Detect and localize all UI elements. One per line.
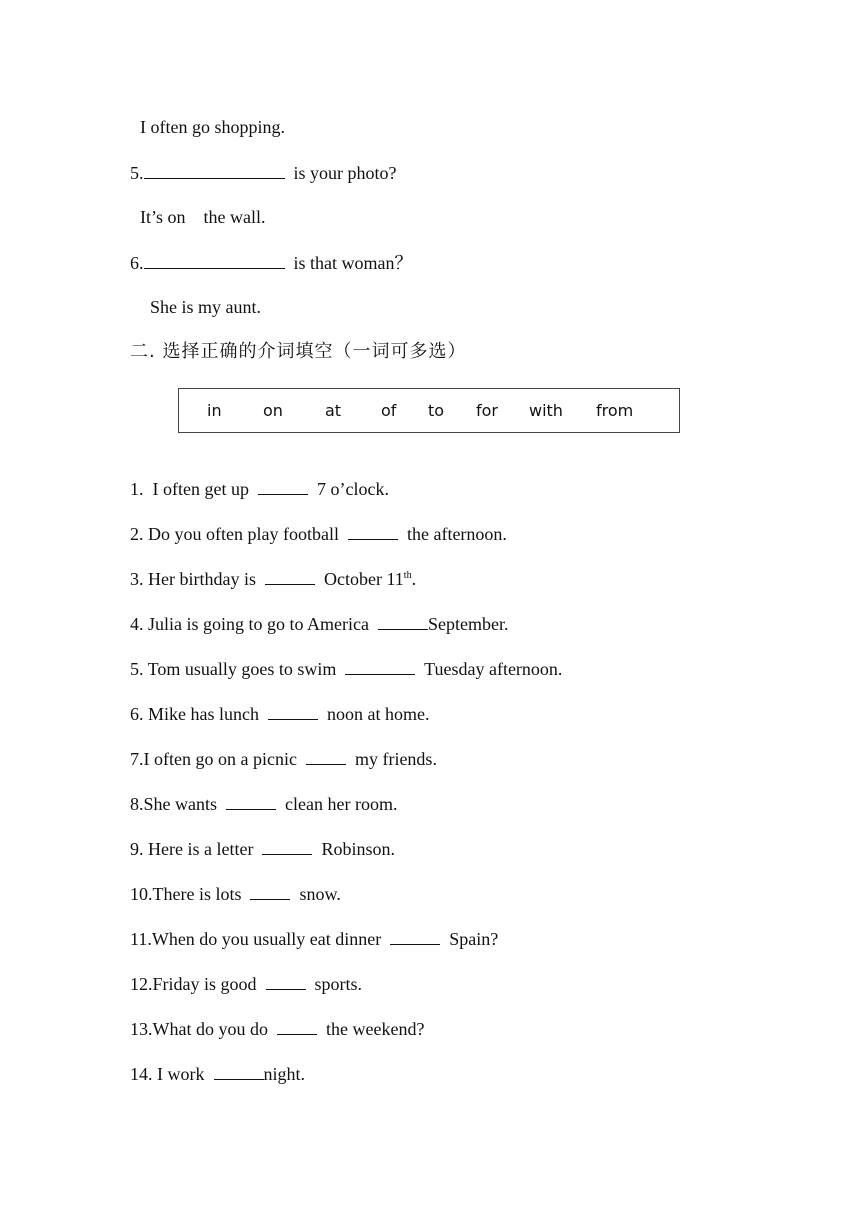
answer-line-4: I often go shopping.: [140, 117, 285, 137]
question-text: the weekend?: [325, 1019, 425, 1039]
question-text: night.: [263, 1064, 306, 1084]
answer-blank[interactable]: [306, 747, 346, 765]
answer-blank[interactable]: [265, 567, 315, 585]
exercise-question-4: [130, 612, 508, 635]
question-text: 9. Here is a letter: [130, 839, 254, 859]
question-text: 14. I work: [130, 1064, 205, 1084]
question-text: 1. I often get up: [130, 479, 249, 499]
question-text: 13.What do you do: [130, 1019, 268, 1039]
exercise-question-10: [130, 882, 341, 905]
word-bank-item: to: [428, 401, 445, 420]
exercise-question-12: [130, 972, 362, 995]
answer-blank[interactable]: [262, 837, 312, 855]
answer-blank[interactable]: [277, 1017, 317, 1035]
question-text: 3. Her birthday is: [130, 569, 256, 589]
ordinal-suffix: th: [403, 570, 412, 581]
question-6: [130, 251, 413, 274]
question-text: my friends.: [354, 749, 437, 769]
question-text: 12.Friday is good: [130, 974, 257, 994]
question-text: Robinson.: [321, 839, 395, 859]
word-bank: [178, 388, 680, 433]
question-text: is that woman？: [293, 253, 413, 273]
question-text: 6. Mike has lunch: [130, 704, 259, 724]
answer-blank[interactable]: [345, 657, 415, 675]
answer-blank[interactable]: [214, 1062, 264, 1080]
answer-blank[interactable]: [266, 972, 306, 990]
exercise-question-9: [130, 837, 395, 860]
exercise-question-13: [130, 1017, 424, 1040]
question-5: [130, 161, 397, 184]
question-text: the afternoon.: [406, 524, 507, 544]
question-text: snow.: [299, 884, 341, 904]
question-text: clean her room.: [285, 794, 398, 814]
word-bank-item: for: [476, 401, 498, 420]
section-heading: 二. 选择正确的介词填空（一词可多选）: [130, 341, 467, 362]
question-text: Tuesday afternoon.: [424, 659, 563, 679]
exercise-question-14: [130, 1062, 305, 1085]
exercise-question-3: [130, 567, 416, 590]
exercise-question-1: [130, 477, 389, 500]
exercise-question-7: [130, 747, 437, 770]
question-number: 5.: [130, 163, 144, 183]
question-text: 11.When do you usually eat dinner: [130, 929, 382, 949]
question-text: noon at home.: [326, 704, 430, 724]
exercise-question-8: [130, 792, 397, 815]
answer-blank[interactable]: [144, 251, 285, 269]
exercise-question-5: [130, 657, 562, 680]
word-bank-item: with: [529, 401, 563, 420]
word-bank-item: at: [325, 401, 342, 420]
exercise-question-6: [130, 702, 429, 725]
question-text: October 11: [323, 569, 404, 589]
question-text: 2. Do you often play football: [130, 524, 339, 544]
word-bank-item: of: [381, 401, 397, 420]
answer-blank[interactable]: [250, 882, 290, 900]
answer-blank[interactable]: [226, 792, 276, 810]
question-text: 5. Tom usually goes to swim: [130, 659, 337, 679]
answer-blank[interactable]: [390, 927, 440, 945]
question-text: Spain?: [449, 929, 499, 949]
question-number: 6.: [130, 253, 144, 273]
answer-line-5: It’s on the wall.: [140, 207, 266, 227]
question-text: September.: [427, 614, 509, 634]
question-text: 4. Julia is going to go to America: [130, 614, 369, 634]
answer-blank[interactable]: [378, 612, 428, 630]
exercise-question-2: [130, 522, 507, 545]
question-text: 8.She wants: [130, 794, 217, 814]
answer-blank[interactable]: [258, 477, 308, 495]
answer-blank[interactable]: [268, 702, 318, 720]
answer-line-6: She is my aunt.: [150, 297, 261, 317]
answer-blank[interactable]: [144, 161, 285, 179]
word-bank-item: on: [263, 401, 283, 420]
word-bank-item: from: [596, 401, 634, 420]
question-text: 7.I often go on a picnic: [130, 749, 297, 769]
question-text: 10.There is lots: [130, 884, 242, 904]
question-text: sports.: [314, 974, 363, 994]
word-bank-item: in: [207, 401, 222, 420]
question-text: 7 o’clock.: [316, 479, 389, 499]
question-text: is your photo?: [293, 163, 397, 183]
question-text: .: [411, 569, 417, 589]
answer-blank[interactable]: [348, 522, 398, 540]
exercise-question-11: [130, 927, 498, 950]
